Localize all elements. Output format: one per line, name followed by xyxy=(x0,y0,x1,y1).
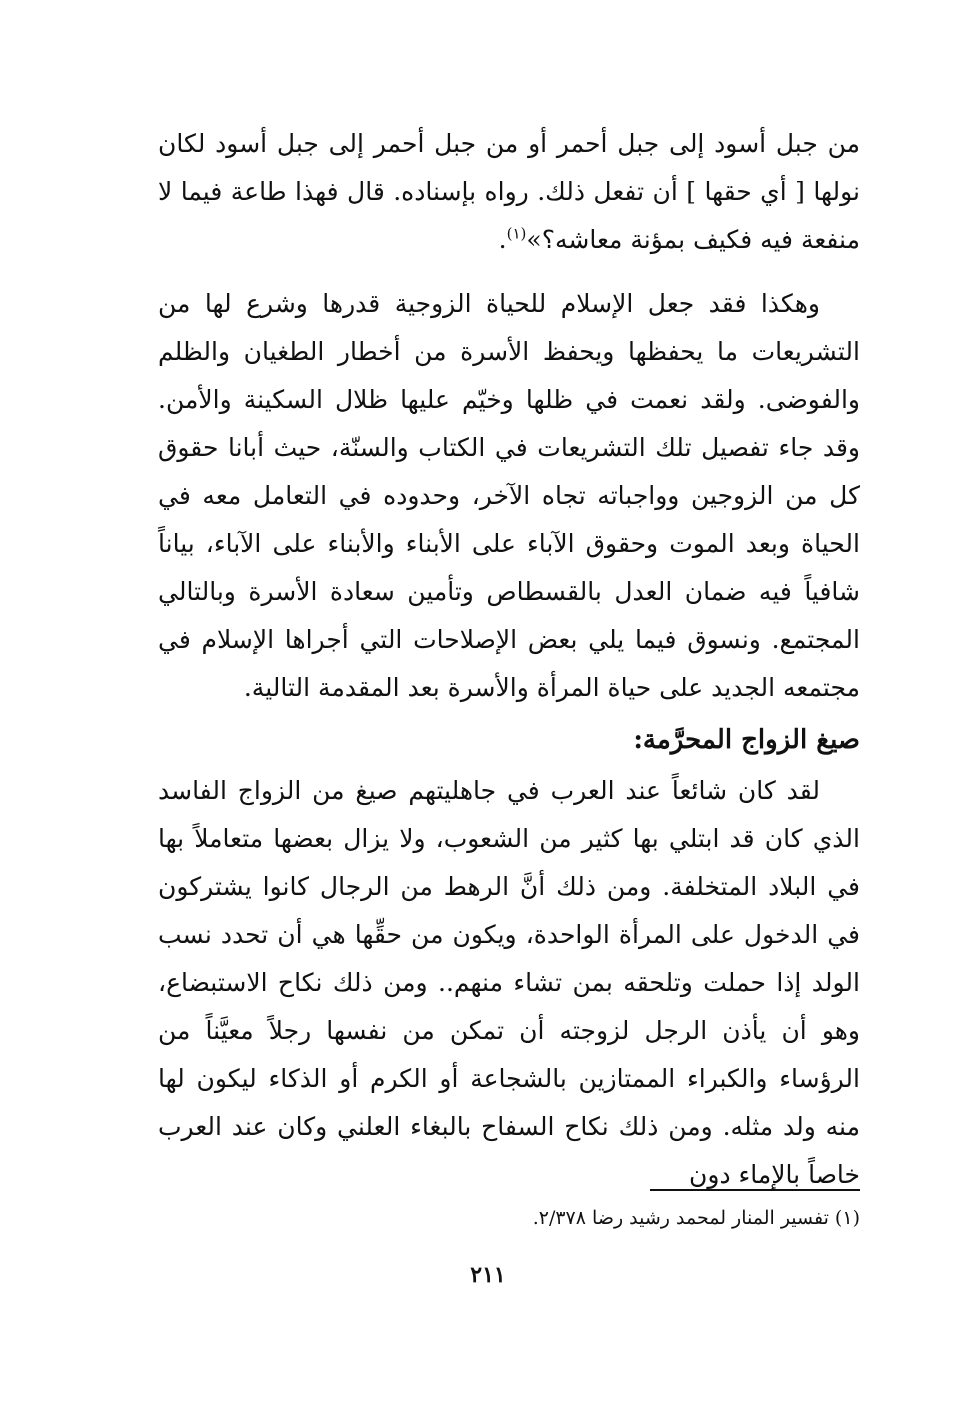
footnote-divider xyxy=(650,1189,860,1191)
paragraph-1-text: من جبل أسود إلى جبل أحمر أو من جبل أحمر إلى جبل أسود لكان نولها [ أي حقها ] أن تفعل ذلك. رواه بإسناده. قال فهذا طاعة فيما لا منفعة فيه فكيف بمؤنة معاشه؟» xyxy=(158,129,860,254)
footnote: (١) تفسير المنار لمحمد رشيد رضا ٢/٣٧٨. xyxy=(532,1207,860,1229)
section-heading: صيغ الزواج المحرَّمة: xyxy=(633,725,860,755)
paragraph-2-text: وهكذا فقد جعل الإسلام للحياة الزوجية قدرها وشرع لها من التشريعات ما يحفظها ويحفظ الأسرة من أخطار الطغيان والظلم والفوضى. ولقد نعمت في ظلها وخيّم عليها ظلال السكينة والأمن. وقد جاء تفصيل تلك التشريعات في الكتاب والسنّة، حيث أبانا حقوق كل من الزوجين وواجباته تجاه الآخر، وحدوده في التعامل معه في الحياة وبعد الموت وحقوق الآباء على الأبناء والأبناء على الآباء، بياناً شافياً فيه ضمان العدل بالقسطاص وتأمين سعادة الأسرة وبالتالي المجتمع. ونسوق فيما يلي بعض الإصلاحات التي أجراها الإسلام في مجتمعه الجديد على حياة المرأة والأسرة بعد المقدمة التالية. xyxy=(158,289,860,702)
paragraph-1-tail: . xyxy=(498,225,507,254)
paragraph-3-text: لقد كان شائعاً عند العرب في جاهليتهم صيغ من الزواج الفاسد الذي كان قد ابتلي بها كثير من الشعوب، ولا يزال بعضها متعاملاً بها في البلاد المتخلفة. ومن ذلك أنَّ الرهط من الرجال كانوا يشتركون في الدخول على المرأة الواحدة، ويكون من حقِّها هي أن تحدد نسب الولد إذا حملت وتلحقه بمن تشاء منهم.. ومن ذلك نكاح الاستبضاع، وهو أن يأذن الرجل لزوجته أن تمكن من نفسها رجلاً معيَّناً من الرؤساء والكبراء الممتازين بالشجاعة أو الكرم أو الذكاء ليكون لها منه ولد مثله. ومن ذلك نكاح السفاح بالبغاء العلني وكان عند العرب خاصاً بالإماء دون xyxy=(158,776,860,1189)
paragraph-continuation xyxy=(158,120,860,264)
paragraph-marriage-forms xyxy=(158,767,860,1199)
footnote-marker: (١) xyxy=(506,224,527,243)
paragraph-islam-family xyxy=(158,280,860,712)
page-number: ٢١١ xyxy=(470,1262,506,1288)
